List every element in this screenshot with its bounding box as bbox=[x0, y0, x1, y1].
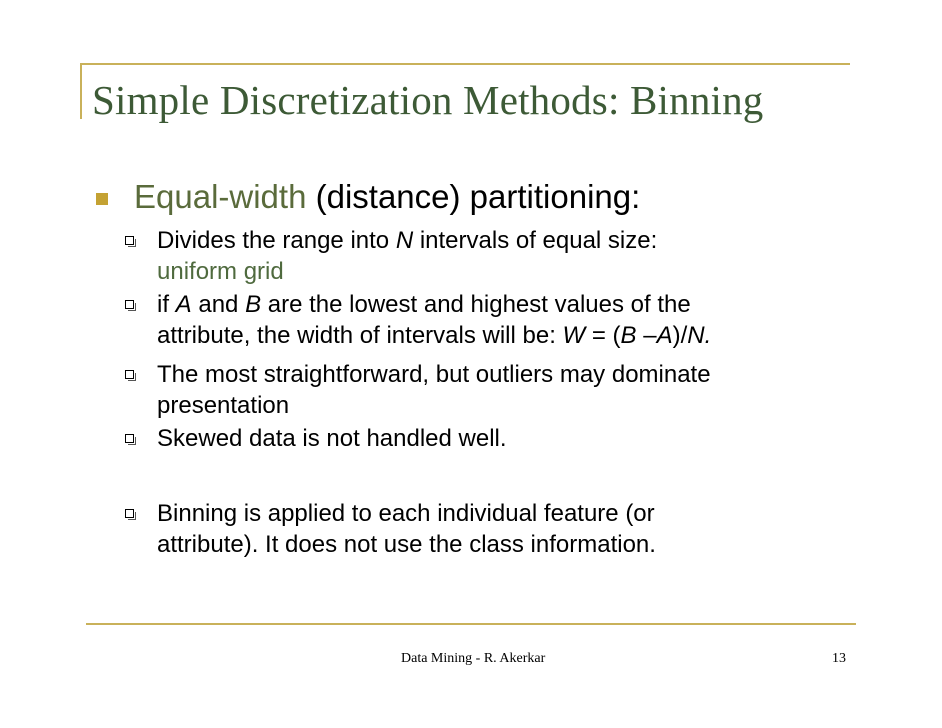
var-n: N. bbox=[687, 322, 712, 349]
checkbox-bullet-icon bbox=[125, 370, 134, 379]
checkbox-bullet-icon bbox=[125, 434, 134, 443]
text: and bbox=[191, 291, 246, 318]
bottom-divider bbox=[86, 623, 856, 625]
text: – bbox=[636, 322, 657, 349]
sub3-line2: presentation bbox=[157, 392, 290, 419]
square-bullet-icon bbox=[96, 193, 108, 205]
main-bullet-text bbox=[134, 178, 640, 216]
top-divider bbox=[80, 63, 850, 65]
sub2-line1 bbox=[157, 293, 691, 317]
sub5-line2: attribute). It does not use the class information. bbox=[157, 531, 656, 558]
footer-author: Data Mining - R. Akerkar bbox=[401, 651, 546, 666]
left-divider bbox=[80, 63, 82, 119]
var-b: B bbox=[620, 322, 637, 349]
text: )/ bbox=[672, 322, 688, 349]
checkbox-bullet-icon bbox=[125, 509, 134, 518]
main-bullet-rest: (distance) partitioning: bbox=[315, 178, 641, 215]
sub4-line1: Skewed data is not handled well. bbox=[157, 425, 507, 452]
slide-title: Simple Discretization Methods: Binning bbox=[92, 77, 764, 123]
text: = ( bbox=[585, 322, 621, 349]
checkbox-bullet-icon bbox=[125, 300, 134, 309]
checkbox-bullet-icon bbox=[125, 236, 134, 245]
sub1-line1 bbox=[157, 229, 657, 253]
sub5-line1: Binning is applied to each individual feature (or bbox=[157, 500, 655, 527]
text: are the lowest and highest values of the bbox=[261, 291, 691, 318]
sub3-line1: The most straightforward, but outliers may dominate bbox=[157, 361, 711, 388]
text: if bbox=[157, 291, 176, 318]
sub2-line2 bbox=[157, 324, 711, 348]
var-b: B bbox=[245, 291, 262, 318]
var-w: W bbox=[562, 322, 586, 349]
var-a: A bbox=[175, 291, 192, 318]
text: intervals of equal size: bbox=[413, 227, 658, 254]
text: attribute, the width of intervals will be: bbox=[157, 322, 563, 349]
var-n: N bbox=[395, 227, 414, 254]
sub1-line2: uniform grid bbox=[157, 258, 284, 285]
var-a: A bbox=[656, 322, 673, 349]
page-number: 13 bbox=[832, 651, 846, 666]
text: Divides the range into bbox=[157, 227, 396, 254]
highlight-term: Equal-width bbox=[134, 178, 307, 215]
